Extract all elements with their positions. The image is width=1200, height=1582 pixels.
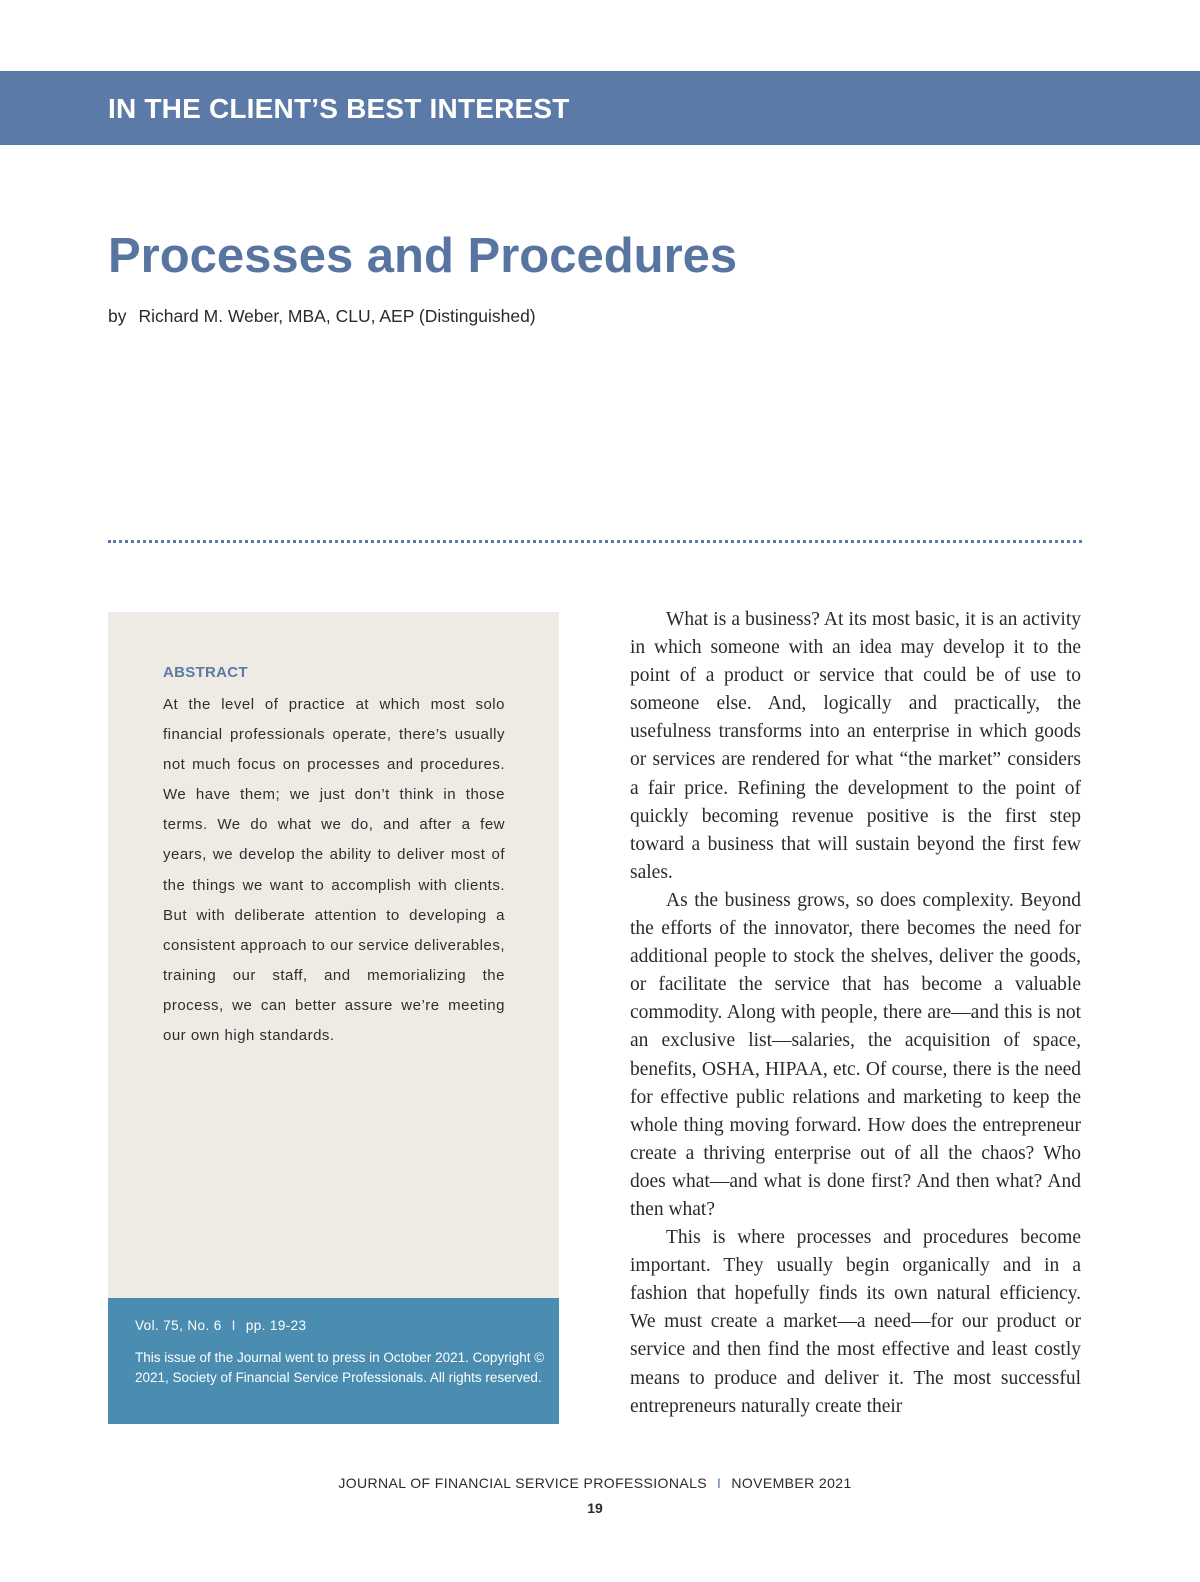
author-name: Richard M. Weber, MBA, CLU, AEP (Distinguished) xyxy=(138,306,536,326)
body-paragraph: This is where processes and procedures become important. They usually begin organically and in a fashion that hopefully finds its own natural efficiency. We must create a market—a need—for our product or service and then find the most effective and least costly means to produce and deliver it. The most successful entrepreneurs naturally create their xyxy=(630,1227,1081,1417)
volume-number: Vol. 75, No. 6 xyxy=(135,1318,222,1333)
body-paragraph: As the business grows, so does complexity. Beyond the efforts of the innovator, there becomes the need for additional people to stock the shelves, deliver the goods, or facilitate the service that has become a valuable commodity. Along with people, there are—and this is not an exclusive list—salaries, the acquisition of space, benefits, OSHA, HIPAA, etc. Of course, there is the need for effective public relations and marketing to keep the whole thing moving forward. How does the entrepreneur create a thriving enterprise out of all the chaos? Who does what—and what is done first? And then what? And then what? xyxy=(630,889,1081,1220)
issue-date: NOVEMBER 2021 xyxy=(731,1475,852,1491)
copyright-note: This issue of the Journal went to press in October 2021. Copyright © 2021, Society of Financial Service Professionals. All rights reserved. xyxy=(135,1350,545,1385)
footer-separator: I xyxy=(717,1475,722,1491)
byline-label: by xyxy=(108,306,127,326)
page-number: 19 xyxy=(587,1500,603,1516)
section-banner-title: IN THE CLIENT’S BEST INTEREST xyxy=(108,93,570,124)
article-body xyxy=(630,606,1081,1421)
publication-volume-line xyxy=(135,1318,306,1333)
journal-name: JOURNAL OF FINANCIAL SERVICE PROFESSIONALS xyxy=(338,1475,708,1491)
body-paragraph: What is a business? At its most basic, it is an activity in which someone with an idea may develop it to the point of a product or service that could be of use to someone else. And, logically and practically, the usefulness transforms into an enterprise in which goods or services are rendered for what “the market” considers a fair price. Refining the development to the point of quickly becoming revenue positive is the first step toward a business that will sustain beyond the first few sales. xyxy=(630,609,1081,883)
abstract-heading: ABSTRACT xyxy=(163,664,248,681)
running-footer xyxy=(0,1475,1190,1491)
article-title: Processes and Procedures xyxy=(108,229,738,283)
byline xyxy=(108,306,536,327)
page-range: pp. 19-23 xyxy=(245,1318,307,1333)
abstract-text: At the level of practice at which most solo financial professionals operate, there’s usually not much focus on processes and procedures. We have them; we just don’t think in those terms. We do what we do, and after a few years, we develop the ability to deliver most of the things we want to accomplish with clients. But with deliberate attention to developing a consistent approach to our service deliverables, training our staff, and memorializing the process, we can better assure we’re meeting our own high standards. xyxy=(163,696,505,1045)
volume-separator: I xyxy=(231,1318,236,1333)
section-divider xyxy=(108,540,1082,543)
